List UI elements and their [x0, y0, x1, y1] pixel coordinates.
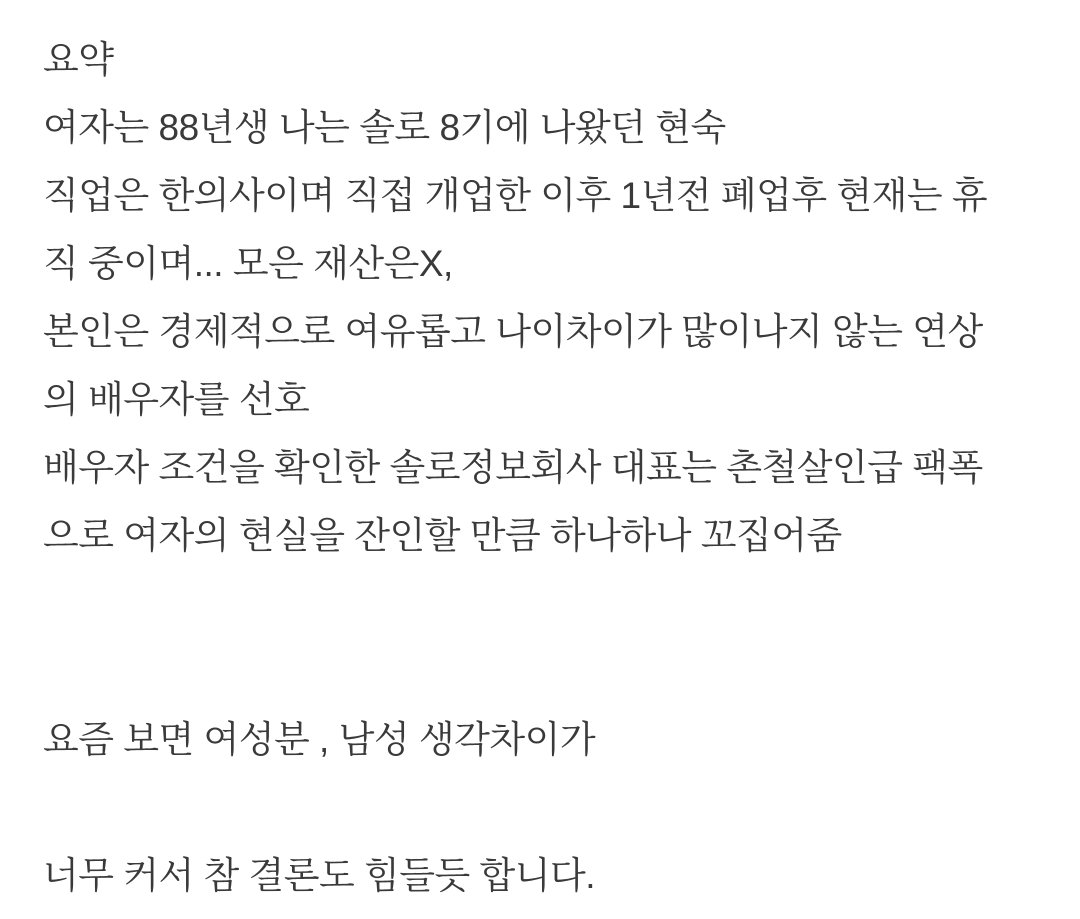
post-line: 배우자 조건을 확인한 솔로정보회사 대표는 촌철살인급 팩폭	[43, 447, 983, 488]
post-blank-line	[43, 638, 1042, 706]
post-line: 의 배우자를 선호	[43, 379, 310, 420]
post-line: 으로 여자의 현실을 잔인할 만큼 하나하나 꼬집어줌	[43, 515, 842, 556]
post-heading: 요약	[43, 39, 114, 80]
post-line: 본인은 경제적으로 여유롭고 나이차이가 많이나지 않는 연상	[43, 311, 983, 352]
post-line: 직업은 한의사이며 직접 개업한 이후 1년전 폐업후 현재는 휴	[43, 175, 988, 216]
post-line: 너무 커서 참 결론도 힘들듯 합니다.	[43, 855, 596, 896]
post-line: 요즘 보면 여성분 , 남성 생각차이가	[43, 719, 596, 760]
post-line: 여자는 88년생 나는 솔로 8기에 나왔던 현숙	[43, 107, 726, 148]
post-blank-line	[43, 774, 1042, 842]
post-blank-line	[43, 570, 1042, 638]
post-line: 직 중이며... 모은 재산은X,	[43, 243, 453, 284]
